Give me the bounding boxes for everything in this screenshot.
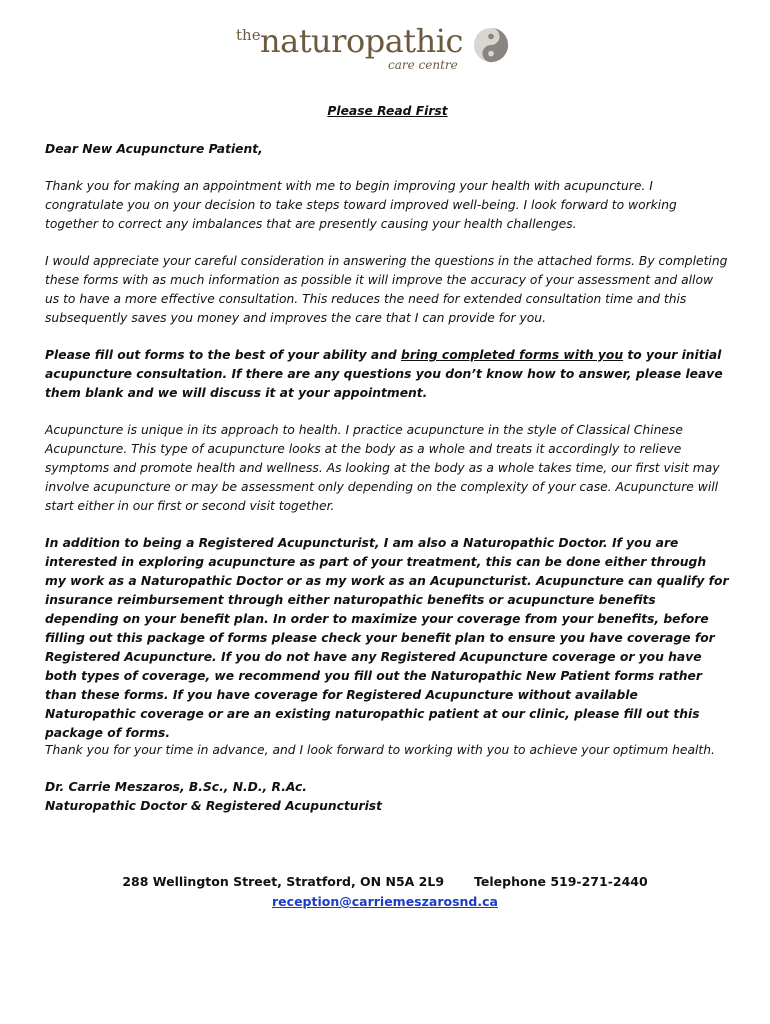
paragraph-coverage: In addition to being a Registered Acupuncturist, I am also a Naturopathic Doctor. If you are interested in exploring acupuncture as part of your treatment, this can be done either through my work as a Naturopathic Doctor or as my work as an Acupuncturist. Acupuncture can qualify for insurance reimbursement through either naturopathic benefits or acupuncture benefits depending on your benefit plan. In order to maximize your coverage from your benefits, before filling out this package of forms please check your benefit plan to ensure you have coverage for Registered Acupuncture. If you do not have any Registered Acupuncture coverage or you have both types of coverage, we recommend you fill out the Naturopathic New Patient forms rather than these forms. If you have coverage for Registered Acupuncture without available Naturopathic coverage or are an existing naturopathic patient at our clinic, please fill out this package of forms. [45, 536, 729, 740]
instructions-text-start: Please fill out forms to the best of your ability and [45, 348, 402, 362]
email-link[interactable]: reception@carriemeszarosnd.ca [272, 894, 498, 909]
paragraph-intro: Thank you for making an appointment with me to begin improving your health with acupuncture. I congratulate you on your decision to take steps toward improved well-being. I look forward to working together to correct any imbalances that are presently causing your health challenges. [45, 179, 677, 231]
instructions-underlined: bring completed forms with you [401, 348, 624, 362]
clinic-logo [234, 22, 524, 78]
paragraph-thanks: Thank you for your time in advance, and I look forward to working with you to achieve your optimum health. [45, 743, 715, 757]
salutation: Dear New Acupuncture Patient, [45, 142, 263, 156]
logo-brand-text: naturopathic [260, 22, 463, 60]
signature-role: Naturopathic Doctor & Registered Acupuncturist [45, 799, 383, 813]
paragraph-forms: I would appreciate your careful consideration in answering the questions in the attached forms. By completing these forms with as much information as possible it will improve the accuracy of your assessment and allow us to have a more effective consultation. This reduces the need for extended consultation time and this subsequently saves you money and improves the care that I can provide for you. [45, 254, 728, 325]
paragraph-instructions [45, 346, 730, 403]
logo-subtitle: care centre [388, 58, 458, 72]
footer [0, 872, 770, 912]
paragraph-acupuncture: Acupuncture is unique in its approach to health. I practice acupuncture in the style of Classical Chinese Acupuncture. This type of acupuncture looks at the body as a whole and treats it accordingly to relieve symptoms and promote health and wellness. As looking at the body as a whole takes time, our first visit may involve acupuncture or may be assessment only depending on the complexity of your case. Acupuncture will start either in our first or second visit together. [45, 423, 720, 513]
signature-name: Dr. Carrie Meszaros, B.Sc., N.D., R.Ac. [45, 780, 307, 794]
yin-yang-icon [472, 26, 510, 64]
footer-telephone: Telephone 519-271-2440 [474, 874, 648, 889]
logo-the-text: the [236, 26, 261, 44]
page-title: Please Read First [327, 104, 448, 118]
instructions-text-end: to your initial acupuncture consultation. If there are any questions you don’t know how to answer, please leave them blank and we will discuss it at your appointment. [45, 348, 723, 400]
footer-address: 288 Wellington Street, Stratford, ON N5A 2L9 [122, 874, 445, 889]
